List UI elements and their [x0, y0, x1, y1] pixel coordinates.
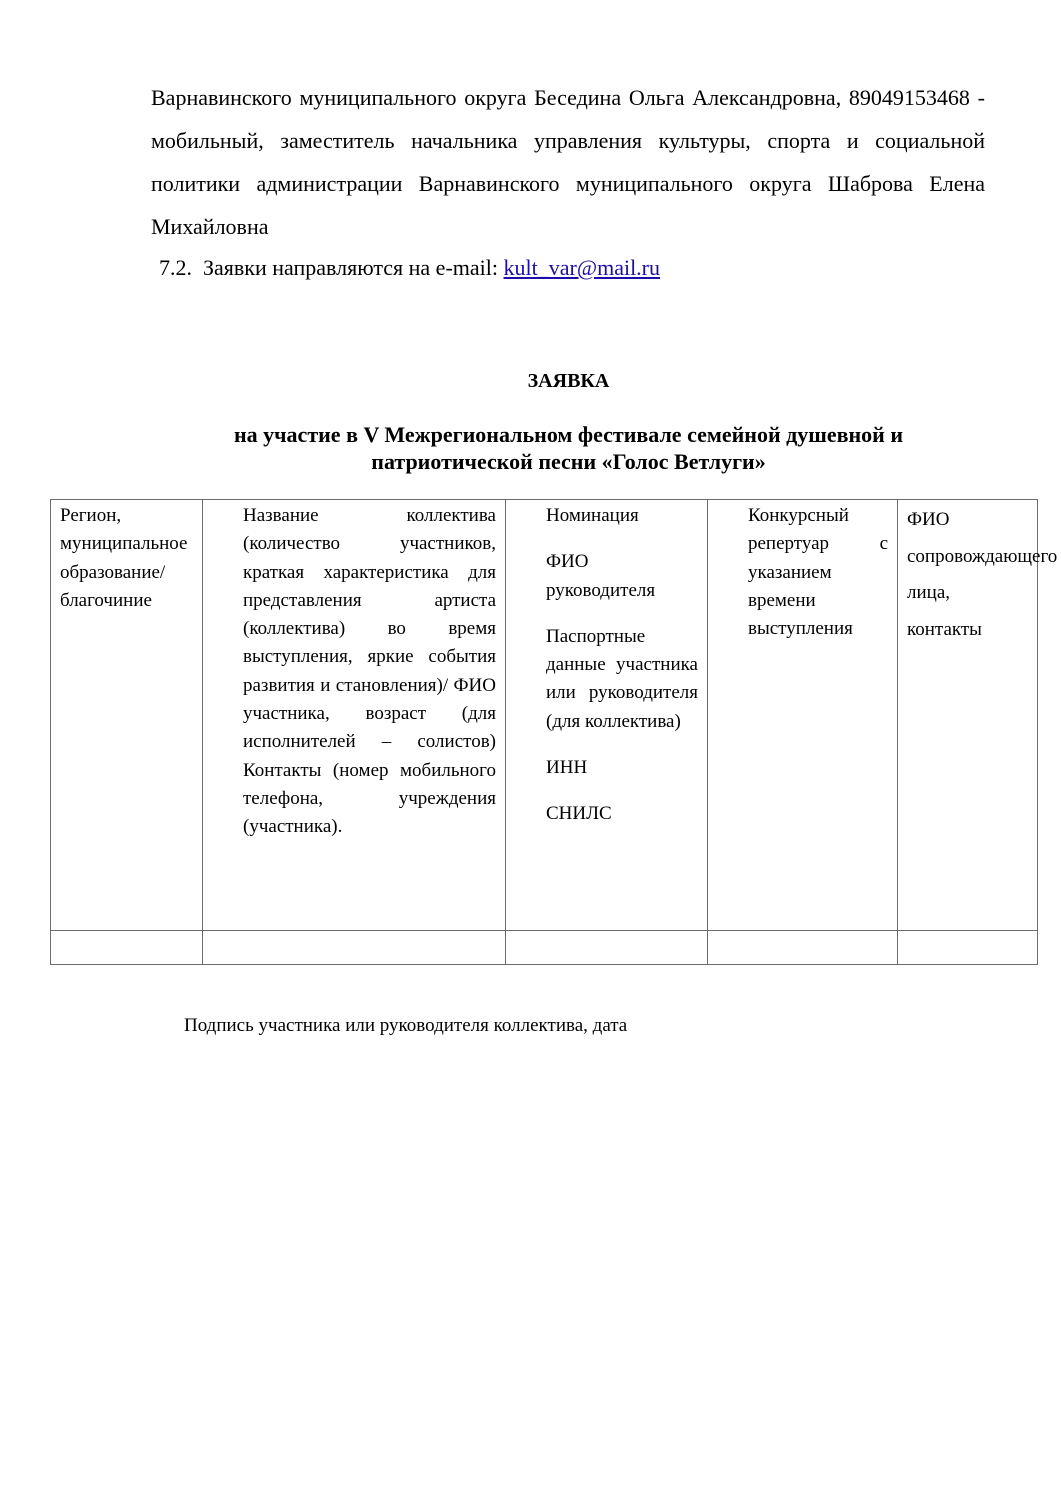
- email-link[interactable]: kult_var@mail.ru: [503, 255, 661, 280]
- application-form-table: [50, 499, 1058, 965]
- header-cell-region: [51, 500, 203, 931]
- header-cell-repertoire: [708, 500, 898, 931]
- header-cell-nomination: [506, 500, 708, 931]
- empty-cell-nomination[interactable]: [506, 931, 708, 965]
- subtitle-line-2: патриотической песни «Голос Ветлуги»: [371, 449, 766, 474]
- application-title: ЗАЯВКА: [527, 370, 610, 392]
- empty-cell-repertoire[interactable]: [708, 931, 898, 965]
- snils-label: СНИЛС: [546, 803, 612, 825]
- application-subtitle: [38, 421, 1061, 475]
- header-repertoire-text: Конкурсный репертуар с указанием времени выступления: [748, 505, 888, 640]
- header-cell-escort: [898, 500, 1058, 931]
- header-escort-text: ФИО сопровождающего лица, контакты: [907, 509, 1058, 640]
- empty-cell-collective[interactable]: [203, 931, 506, 965]
- email-line: [159, 246, 660, 289]
- empty-cell-escort[interactable]: [898, 931, 1038, 965]
- header-nomination-block: [506, 500, 707, 829]
- signature-line: Подпись участника или руководителя коллектива, дата: [184, 1015, 628, 1036]
- section-number: 7.2.: [159, 255, 192, 280]
- header-cell-collective: [203, 500, 506, 931]
- email-label: Заявки направляются на e-mail:: [203, 255, 498, 280]
- director-name-label: ФИО руководителя: [546, 551, 656, 601]
- inn-label: ИНН: [546, 757, 588, 779]
- table-header-row: [51, 500, 1038, 931]
- nomination-label: Номинация: [546, 505, 639, 526]
- subtitle-line-1: на участие в V Межрегиональном фестивале семейной душевной и: [233, 422, 904, 447]
- empty-cell-region[interactable]: [51, 931, 203, 965]
- passport-label: Паспортные данные участника или руководителя (для коллектива): [546, 625, 698, 732]
- header-collective-text: Название коллектива (количество участников, краткая характеристика для представления артиста (коллектива) во время выступления, яркие события развития и становления)/ ФИО участника, возраст (для исполнителей – солистов) Контакты (номер мобильного телефона, учреждения (участника).: [243, 505, 496, 838]
- header-region-text: Регион, муниципальное образование/благочиние: [60, 505, 188, 611]
- intro-block: [151, 76, 985, 248]
- intro-paragraph: Варнавинского муниципального округа Беседина Ольга Александровна, 89049153468 - мобильный, заместитель начальника управления культуры, спорта и социальной политики администрации Варнавинского муниципального округа Шаброва Елена Михайловна: [151, 85, 985, 239]
- table-row: [51, 931, 1038, 965]
